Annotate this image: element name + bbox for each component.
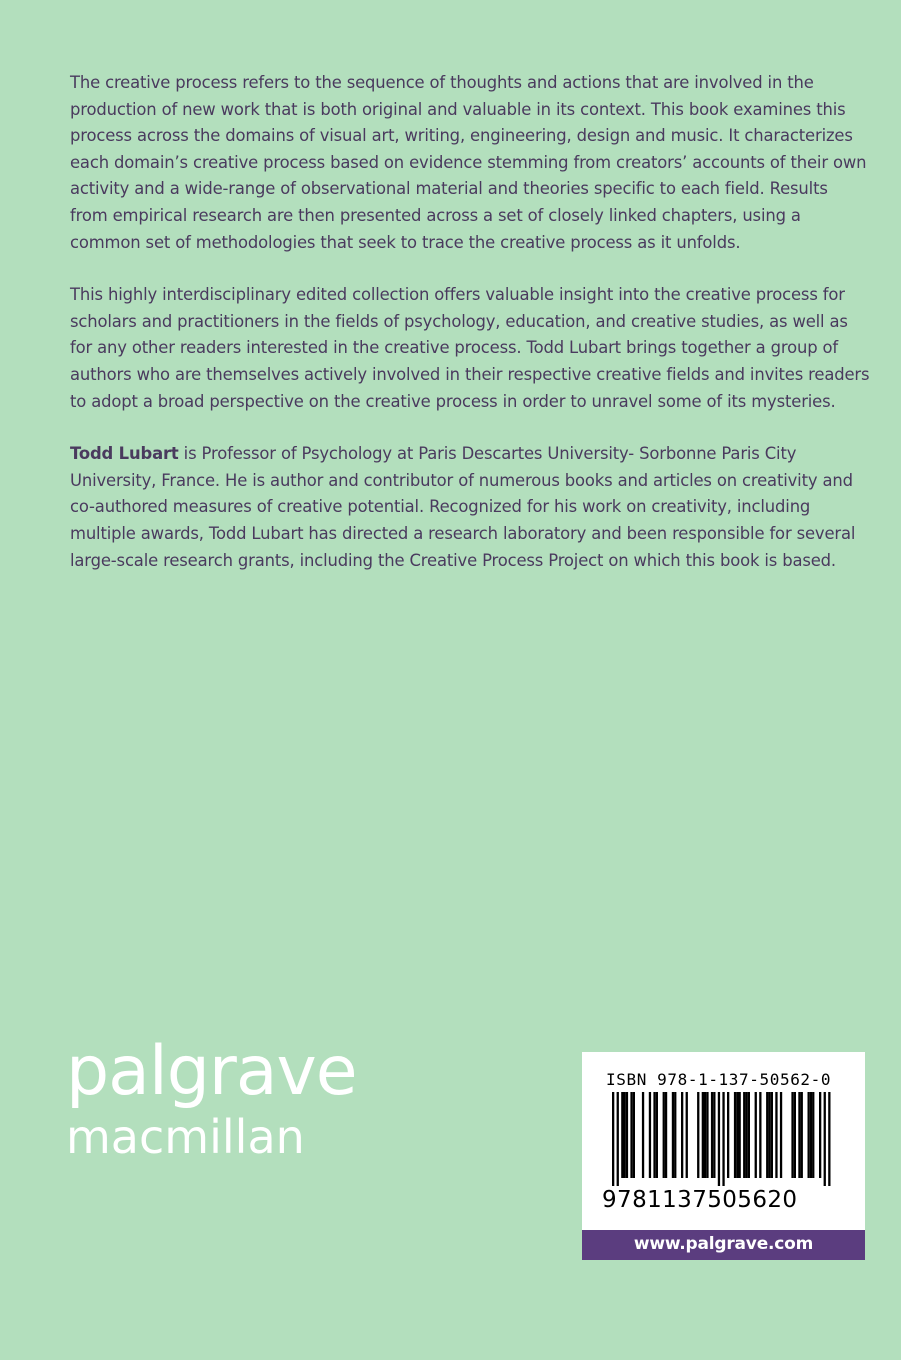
barcode-bar: [748, 1092, 750, 1178]
isbn-barcode: [582, 1052, 865, 1230]
barcode-bar: [743, 1092, 745, 1178]
barcode-bar: [711, 1092, 713, 1178]
barcode-bar: [798, 1092, 800, 1178]
barcode-bar: [780, 1092, 782, 1178]
barcode-bar: [736, 1092, 738, 1178]
blurb-paragraph-2: This highly interdisciplinary edited collection offers valuable insight into the creative process for scholars and practitioners in the fields of psychology, education, and creative studies, as well as for any other readers interested in the creative process. Todd Lubart brings together a group of authors who are themselves actively involved in their respective creative fields and invites readers to adopt a broad perspective on the creative process in order to unravel some of its mysteries.: [70, 285, 870, 411]
barcode-bar: [624, 1092, 626, 1178]
barcode-bar: [739, 1092, 741, 1178]
barcode-bar: [794, 1092, 796, 1178]
barcode-bar: [649, 1092, 651, 1178]
publisher-logo-line2: macmillan: [66, 1110, 305, 1164]
barcode-bar: [722, 1092, 724, 1186]
barcode-bar: [775, 1092, 777, 1178]
publisher-logo-line1: palgrave: [66, 1032, 357, 1111]
barcode-bar: [828, 1092, 830, 1186]
barcode-bar: [697, 1092, 699, 1178]
barcode-bar: [812, 1092, 814, 1178]
barcode-bar: [727, 1092, 729, 1178]
barcode-bar: [686, 1092, 688, 1178]
barcode-bar: [617, 1092, 619, 1186]
barcode-bar: [745, 1092, 747, 1178]
barcode-bar: [768, 1092, 770, 1178]
barcode-bar: [704, 1092, 706, 1178]
barcode-bar: [663, 1092, 665, 1178]
barcode-bar: [759, 1092, 761, 1178]
publisher-website: www.palgrave.com: [582, 1230, 865, 1260]
barcode-bar: [766, 1092, 768, 1178]
barcode-bar: [656, 1092, 658, 1178]
barcode-bar: [819, 1092, 821, 1178]
barcode-bar: [801, 1092, 803, 1178]
author-name: Todd Lubart: [70, 444, 179, 464]
blurb-text: [70, 70, 870, 600]
barcode-bar: [810, 1092, 812, 1178]
barcode-bar: [702, 1092, 704, 1178]
barcode-bar: [791, 1092, 793, 1178]
barcode-bar: [718, 1092, 720, 1186]
barcode-bar: [672, 1092, 674, 1178]
barcode-bar: [665, 1092, 667, 1178]
barcode-bar: [612, 1092, 614, 1186]
barcode-digits: 9781137505620: [602, 1187, 798, 1213]
barcode-bar: [808, 1092, 810, 1178]
barcode-bar: [653, 1092, 655, 1178]
blurb-paragraph-1: The creative process refers to the sequence of thoughts and actions that are involved in the production of new work that is both original and valuable in its context. This book examines this process across the domains of visual art, writing, engineering, design and music. It characterizes each domain’s creative process based on evidence stemming from creators’ accounts of their own activity and a wide-range of observational material and theories specific to each field. Results from empirical research are then presented across a set of closely linked chapters, using a common set of methodologies that seek to trace the creative process as it unfolds.: [70, 73, 867, 252]
barcode-bar: [706, 1092, 708, 1178]
barcode-bar: [626, 1092, 628, 1178]
author-bio: is Professor of Psychology at Paris Descartes University- Sorbonne Paris City University, France. He is author and contributor of numerous books and articles on creativity and co-authored measures of creative potential. Recognized for his work on creativity, including multiple awards, Todd Lubart has directed a research laboratory and been responsible for several large-scale research grants, including the Creative Process Project on which this book is based.: [70, 444, 856, 570]
barcode-bar: [755, 1092, 757, 1178]
barcode-bar: [771, 1092, 773, 1178]
isbn-label: ISBN 978-1-137-50562-0: [606, 1070, 832, 1089]
barcode-bar: [642, 1092, 644, 1178]
barcode-bar: [734, 1092, 736, 1178]
barcode-bars: [602, 1092, 842, 1186]
barcode-bar: [674, 1092, 676, 1178]
barcode-bar: [621, 1092, 623, 1178]
barcode-bar: [713, 1092, 715, 1178]
barcode-bar: [824, 1092, 826, 1186]
barcode-bar: [630, 1092, 632, 1178]
publisher-logo: [66, 1032, 357, 1164]
barcode-bar: [633, 1092, 635, 1178]
barcode-bar: [681, 1092, 683, 1178]
author-bio-paragraph: [70, 441, 870, 574]
